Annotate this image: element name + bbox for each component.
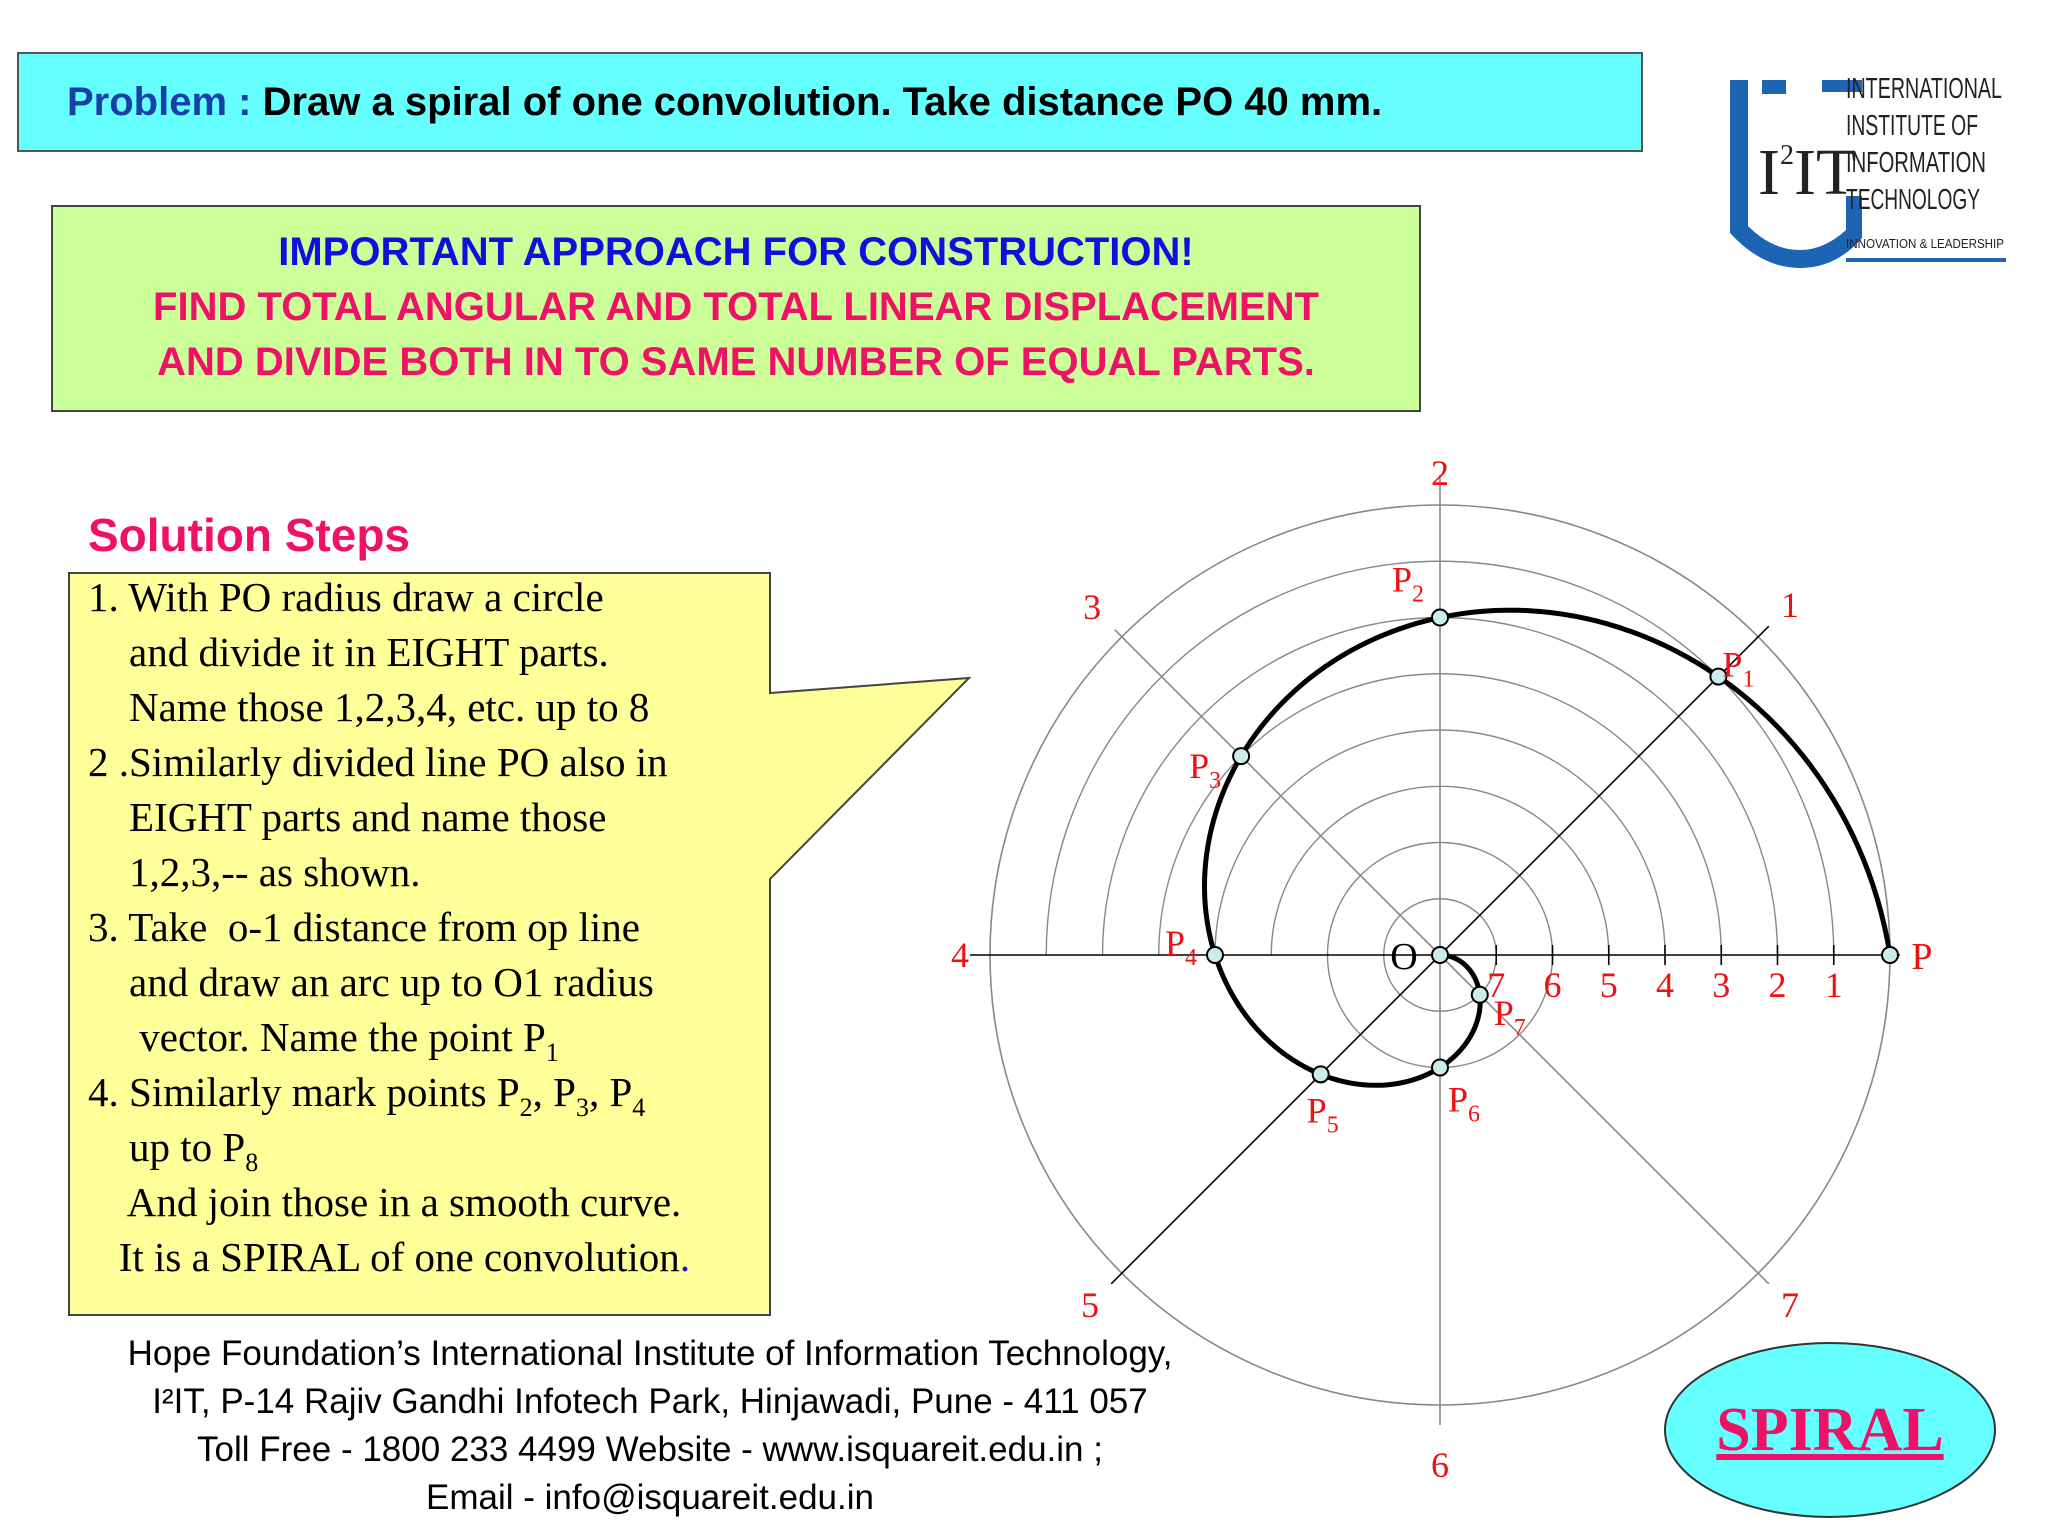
step-1-line-1: 1. With PO radius draw a circle	[88, 574, 604, 620]
step-4-line-3: And join those in a smooth curve.	[88, 1179, 682, 1225]
division-label-5: 5	[1599, 965, 1618, 1005]
step-4-line-4: It is a SPIRAL of one convolution.	[88, 1234, 691, 1280]
step-2-line-2: EIGHT parts and name those	[88, 794, 607, 840]
logo-tagline: INNOVATION & LEADERSHIP	[1846, 236, 2004, 251]
logo-underline	[1846, 258, 2006, 262]
logo-line-3: INFORMATION	[1846, 147, 1986, 179]
step-2-line-3: 1,2,3,-- as shown.	[88, 849, 421, 895]
step-1-line-3: Name those 1,2,3,4, etc. up to 8	[88, 684, 650, 730]
node-p4	[1207, 947, 1223, 963]
footer-line-3: Toll Free - 1800 233 4499 Website - www.isquareit.edu.in ;	[197, 1430, 1103, 1469]
division-label-1: 1	[1824, 965, 1843, 1005]
node-p7	[1472, 987, 1488, 1003]
logo-line-2: INSTITUTE OF	[1846, 110, 1978, 142]
spiral-diagram	[900, 440, 1960, 1485]
node-p3	[1233, 748, 1249, 764]
problem-label: Problem :	[67, 79, 252, 124]
radial-label-3: 3	[1083, 587, 1102, 628]
radial-label-6: 6	[1431, 1445, 1449, 1485]
radial-label-1: 1	[1781, 584, 1800, 625]
division-label-3: 3	[1712, 965, 1731, 1005]
solution-title: Solution Steps	[88, 509, 410, 561]
radial-label-5: 5	[1080, 1285, 1099, 1326]
division-label-2: 2	[1768, 965, 1787, 1005]
problem-text: Draw a spiral of one convolution. Take distance PO 40 mm.	[251, 79, 1383, 124]
steps-text	[88, 570, 690, 1285]
problem-banner	[17, 52, 1643, 152]
approach-line-2: FIND TOTAL ANGULAR AND TOTAL LINEAR DISPLACEMENT	[153, 285, 1319, 329]
step-4-line-2: up to $P_8$	[88, 1124, 259, 1177]
i2it-logo	[1722, 68, 2012, 278]
diagram-labels	[951, 453, 1933, 1485]
point-label-p1: $P_1$	[1722, 644, 1755, 693]
footer-line-1: Hope Foundation’s International Institute of Information Technology,	[127, 1334, 1173, 1373]
division-label-6: 6	[1543, 965, 1562, 1005]
end-label-p: P	[1911, 936, 1933, 978]
badge-label: SPIRAL	[1716, 1395, 1944, 1464]
point-label-p6: $P_6$	[1447, 1079, 1481, 1128]
approach-box	[51, 205, 1421, 412]
division-label-4: 4	[1656, 965, 1674, 1005]
node-p	[1882, 947, 1898, 963]
point-label-p5: $P_5$	[1306, 1090, 1339, 1139]
point-label-p4: $P_4$	[1164, 923, 1198, 971]
radial-label-7: 7	[1781, 1285, 1800, 1326]
division-label-7: 7	[1487, 965, 1506, 1005]
logo-mark: $I^2IT$	[1758, 136, 1857, 209]
logo-line-1: INTERNATIONAL	[1846, 73, 2002, 105]
radial-label-4: 4	[951, 935, 969, 975]
node-o	[1432, 947, 1448, 963]
step-1-line-2: and divide it in EIGHT parts.	[88, 629, 609, 675]
footer-line-4: Email - info@isquareit.edu.in	[426, 1478, 874, 1517]
footer-line-2: I²IT, P-14 Rajiv Gandhi Infotech Park, Hinjawadi, Pune - 411 057	[152, 1382, 1148, 1421]
radial-label-2: 2	[1431, 453, 1449, 493]
step-3-line-1: 3. Take o-1 distance from op line	[88, 904, 640, 950]
node-p5	[1313, 1066, 1329, 1082]
problem-statement	[67, 80, 1382, 125]
step-2-line-1: 2 .Similarly divided line PO also in	[88, 739, 668, 785]
approach-heading: IMPORTANT APPROACH FOR CONSTRUCTION!	[278, 230, 1194, 274]
node-p6	[1432, 1060, 1448, 1076]
node-p2	[1432, 610, 1448, 626]
logo-line-4: TECHNOLOGY	[1846, 184, 1980, 216]
step-4-line-1: 4. Similarly mark points $P_2$, $P_3$, $P_4$	[88, 1069, 646, 1122]
point-label-p7: $P_7$	[1493, 992, 1526, 1041]
approach-line-3: AND DIVIDE BOTH IN TO SAME NUMBER OF EQUAL PARTS.	[157, 340, 1315, 384]
step-3-line-2: and draw an arc up to O1 radius	[88, 959, 654, 1005]
point-label-p3: $P_3$	[1189, 746, 1222, 795]
step-3-line-3: vector. Name the point $P_1$	[88, 1014, 559, 1067]
point-label-p2: $P_2$	[1391, 559, 1425, 608]
center-label-o: O	[1390, 936, 1418, 978]
